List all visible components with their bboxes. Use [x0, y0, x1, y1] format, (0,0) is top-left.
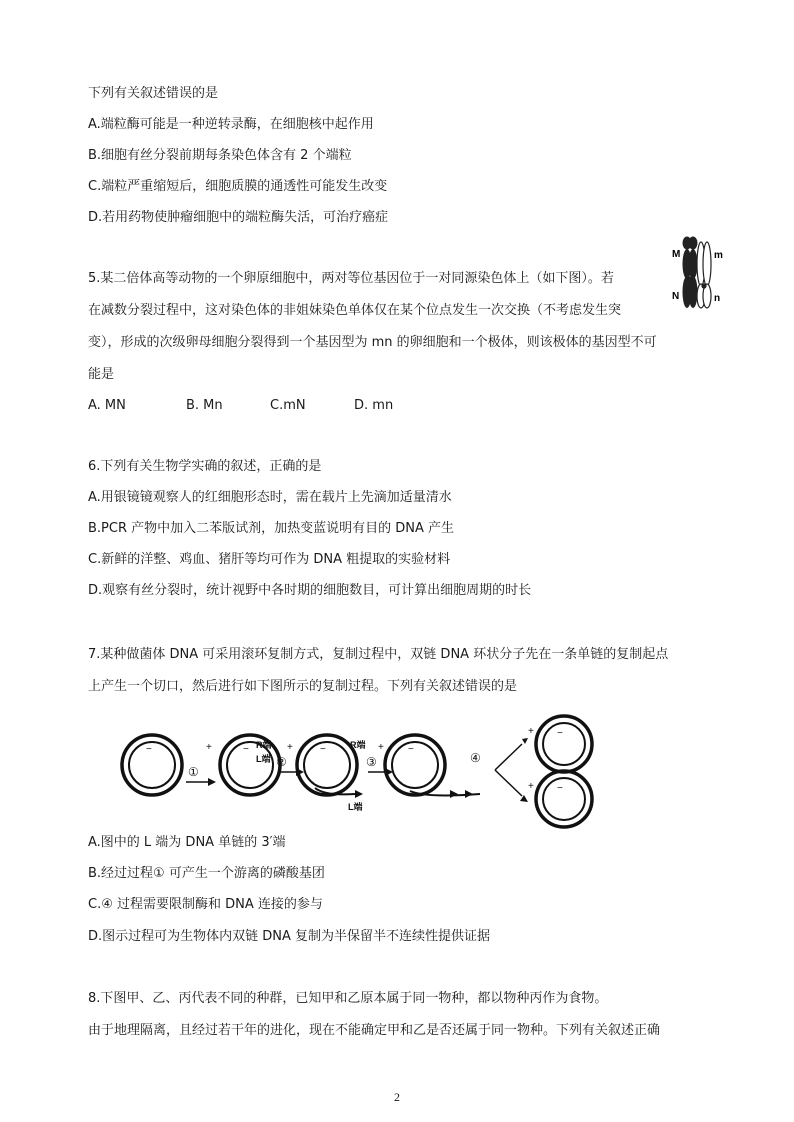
q5-line-2: 在减数分裂过程中，这对染色体的非姐妹染色单体仅在某个位点发生一次交换（不考虑发生突 — [88, 303, 622, 318]
step-3-label: ③ — [366, 755, 377, 769]
chromosome-dark — [683, 237, 698, 309]
dna-circle-1 — [122, 735, 182, 795]
arrow-4b — [495, 770, 522, 796]
l-end-label-1: L端 — [256, 754, 271, 764]
q4-option-a: A.端粒酶可能是一种逆转录酶，在细胞核中起作用 — [88, 117, 374, 132]
plus-label-5: + — [528, 726, 534, 737]
chromosome-light — [697, 242, 711, 308]
q7-option-c: C.④ 过程需要限制酶和 DNA 连接的参与 — [88, 897, 323, 912]
plus-label-6: + — [528, 781, 534, 792]
dna-circle-1-inner — [129, 742, 175, 788]
dna-circle-4-inner — [392, 742, 438, 788]
q5-line-4: 能是 — [88, 367, 115, 382]
label-M: M — [672, 249, 681, 260]
q8-line-1: 8.下图甲、乙、丙代表不同的种群，已知甲和乙原本属于同一物种，都以物种丙作为食物。 — [88, 991, 608, 1006]
q6-option-d: D.观察有丝分裂时，统计视野中各时期的细胞数目，可计算出细胞周期的时长 — [88, 583, 532, 598]
q7-line-2: 上产生一个切口，然后进行如下图所示的复制过程。下列有关叙述错误的是 — [88, 679, 518, 694]
q7-option-d: D.图示过程可为生物体内双链 DNA 复制为半保留半不连续性提供证据 — [88, 929, 491, 944]
q7-option-a: A.图中的 L 端为 DNA 单链的 3′端 — [88, 835, 286, 850]
q8-line-2: 由于地理隔离，且经过若干年的进化，现在不能确定甲和乙是否还属于同一物种。下列有关叙述正确 — [88, 1023, 661, 1038]
label-m: m — [714, 250, 723, 261]
homologous-chromosome-figure — [668, 236, 724, 312]
label-N: N — [672, 291, 680, 302]
minus-label-5: − — [557, 728, 563, 739]
q4-option-d: D.若用药物使肿瘤细胞中的端粒酶失活，可治疗癌症 — [88, 210, 389, 225]
q5-option-c: C.mN — [270, 398, 306, 413]
page-number: 2 — [394, 1090, 400, 1104]
dna-circle-5 — [536, 716, 592, 772]
label-n: n — [714, 293, 721, 304]
q6-option-b: B.PCR 产物中加入二苯版试剂，加热变蓝说明有目的 DNA 产生 — [88, 521, 455, 536]
minus-label-3: − — [320, 744, 326, 755]
dna-circle-3-inner — [304, 742, 350, 788]
dna-circle-6-inner — [543, 778, 585, 820]
q7-line-1: 7.某种做菌体 DNA 可采用滚环复制方式，复制过程中，双链 DNA 环状分子先在一条单链的复制起点 — [88, 647, 669, 662]
q6-option-c: C.新鲜的洋整、鸡血、猪肝等均可作为 DNA 粗提取的实验材料 — [88, 552, 451, 567]
dna-circle-6 — [536, 771, 592, 827]
q6-stem: 6.下列有关生物学实确的叙述，正确的是 — [88, 459, 322, 474]
step-1-label: ① — [188, 765, 199, 779]
plus-label-2: + — [287, 742, 293, 753]
q4-option-b: B.细胞有丝分裂前期每条染色体含有 2 个端粒 — [88, 148, 352, 163]
arrow-4a — [495, 744, 522, 770]
l-end-label-2: L端 — [348, 802, 363, 812]
q5-options — [88, 398, 393, 414]
q5-option-b: B. Mn — [186, 398, 223, 413]
q5-option-a: A. MN — [88, 398, 126, 413]
q5-line-3: 变），形成的次级卵母细胞分裂得到一个基因型为 mn 的卵细胞和一个极体，则该极体的基因型不可 — [88, 335, 657, 350]
q4-stem: 下列有关叙述错误的是 — [88, 86, 219, 101]
q5-line-1: 5.某二倍体高等动物的一个卵原细胞中，两对等位基因位于一对同源染色体上（如下图）。若 — [88, 271, 614, 286]
plus-label-1: + — [206, 742, 212, 753]
minus-label-1: − — [146, 744, 152, 755]
minus-label-6: − — [557, 783, 563, 794]
r-end-label-1: R端 — [256, 740, 272, 750]
dna-circle-4 — [385, 735, 445, 795]
r-end-label-2: R端 — [350, 740, 366, 750]
dna-circle-5-inner — [543, 723, 585, 765]
q5-option-d: D. mn — [354, 398, 394, 413]
step-4-label: ④ — [470, 751, 481, 765]
q4-option-c: C.端粒严重缩短后，细胞质膜的通透性可能发生改变 — [88, 179, 388, 194]
dna-circle-3 — [297, 735, 357, 795]
minus-label-4: − — [408, 744, 414, 755]
plus-label-3: + — [378, 742, 384, 753]
rolling-circle-figure — [110, 706, 600, 826]
step-2-label: ② — [276, 755, 287, 769]
q7-option-b: B.经过过程① 可产生一个游离的磷酸基团 — [88, 866, 325, 881]
minus-label-2: − — [243, 744, 249, 755]
q6-option-a: A.用银镜镜观察人的红细胞形态时，需在载片上先滴加适量清水 — [88, 490, 452, 505]
